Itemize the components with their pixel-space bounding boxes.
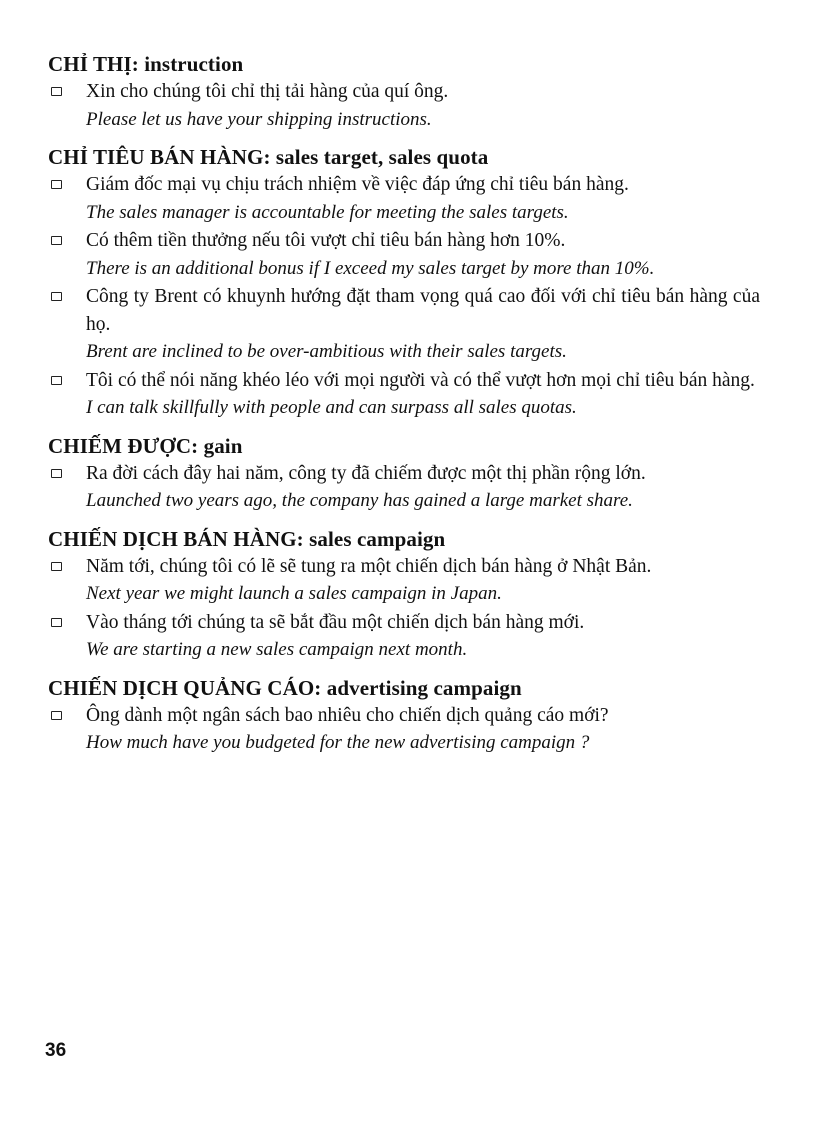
- headword: CHỈ THỊ: instruction: [48, 52, 244, 76]
- entry-chi-thi: [48, 50, 760, 133]
- checkbox-bullet-icon: [51, 292, 62, 301]
- page-number: 36: [45, 1040, 67, 1061]
- checkbox-bullet-icon: [51, 562, 62, 571]
- headword-term: CHỈ TIÊU BÁN HÀNG: [48, 145, 264, 169]
- example-item: [48, 702, 760, 757]
- example-english: Please let us have your shipping instructions.: [86, 108, 432, 130]
- example-english: There is an additional bonus if I exceed my sales target by more than 10%.: [86, 257, 655, 279]
- headword-translation: sales target, sales quota: [275, 145, 489, 169]
- example-item: [48, 227, 760, 282]
- entry-chien-dich-ban-hang: [48, 525, 760, 664]
- example-english: We are starting a new sales campaign next month.: [86, 639, 468, 660]
- headword-term: CHIẾN DỊCH BÁN HÀNG: [48, 526, 297, 551]
- example-vietnamese: Có thêm tiền thưởng nếu tôi vượt chỉ tiêu bán hàng hơn 10%.: [86, 230, 566, 251]
- example-english: Launched two years ago, the company has gained a large market share.: [86, 490, 633, 511]
- example-vietnamese: Xin cho chúng tôi chỉ thị tải hàng của quí ông.: [86, 81, 449, 102]
- example-item: [48, 367, 760, 422]
- entry-chiem-duoc: [48, 432, 760, 515]
- headword: CHIẾM ĐƯỢC: gain: [48, 433, 243, 458]
- example-vietnamese: Công ty Brent có khuynh hướng đặt tham vọng quá cao đối với chỉ tiêu bán hàng của họ.: [86, 286, 760, 335]
- checkbox-bullet-icon: [51, 711, 62, 720]
- headword-translation: advertising campaign: [326, 675, 522, 700]
- headword-translation: instruction: [144, 52, 244, 76]
- example-vietnamese: Ông dành một ngân sách bao nhiêu cho chiến dịch quảng cáo mới?: [86, 704, 609, 726]
- example-item: [48, 553, 760, 608]
- checkbox-bullet-icon: [51, 180, 62, 189]
- headword-term: CHIẾN DỊCH QUẢNG CÁO: [48, 675, 315, 700]
- example-english: Brent are inclined to be over-ambitious with their sales targets.: [86, 341, 567, 362]
- example-english: The sales manager is accountable for meeting the sales targets.: [86, 201, 569, 223]
- example-vietnamese: Tôi có thể nói năng khéo léo với mọi người và có thể vượt hơn mọi chỉ tiêu bán hàng.: [86, 369, 755, 391]
- checkbox-bullet-icon: [51, 236, 62, 245]
- example-vietnamese: Năm tới, chúng tôi có lẽ sẽ tung ra một chiến dịch bán hàng ở Nhật Bản.: [86, 555, 652, 577]
- headword-term: CHỈ THỊ: [48, 52, 132, 76]
- example-vietnamese: Giám đốc mại vụ chịu trách nhiệm về việc đáp ứng chỉ tiêu bán hàng.: [86, 174, 629, 195]
- example-item: [48, 171, 760, 226]
- checkbox-bullet-icon: [51, 376, 62, 385]
- checkbox-bullet-icon: [51, 469, 62, 478]
- example-item: [48, 609, 760, 664]
- example-item: [48, 283, 760, 366]
- example-english: How much have you budgeted for the new advertising campaign ?: [86, 732, 590, 753]
- headword-term: CHIẾM ĐƯỢC: [48, 433, 192, 458]
- headword: CHỈ TIÊU BÁN HÀNG: sales target, sales quota: [48, 145, 489, 169]
- entry-chien-dich-quang-cao: [48, 674, 760, 757]
- headword-translation: gain: [203, 433, 243, 458]
- example-item: [48, 460, 760, 515]
- dictionary-page: [48, 50, 760, 767]
- example-english: I can talk skillfully with people and can surpass all sales quotas.: [86, 397, 577, 418]
- example-english: Next year we might launch a sales campaign in Japan.: [86, 583, 502, 604]
- example-vietnamese: Ra đời cách đây hai năm, công ty đã chiếm được một thị phần rộng lớn.: [86, 462, 646, 484]
- checkbox-bullet-icon: [51, 618, 62, 627]
- headword: CHIẾN DỊCH BÁN HÀNG: sales campaign: [48, 526, 446, 551]
- checkbox-bullet-icon: [51, 87, 62, 96]
- example-item: [48, 78, 760, 133]
- headword: CHIẾN DỊCH QUẢNG CÁO: advertising campaign: [48, 675, 522, 700]
- headword-translation: sales campaign: [309, 526, 446, 551]
- example-vietnamese: Vào tháng tới chúng ta sẽ bắt đầu một chiến dịch bán hàng mới.: [86, 611, 585, 633]
- entry-chi-tieu-ban-hang: [48, 143, 760, 422]
